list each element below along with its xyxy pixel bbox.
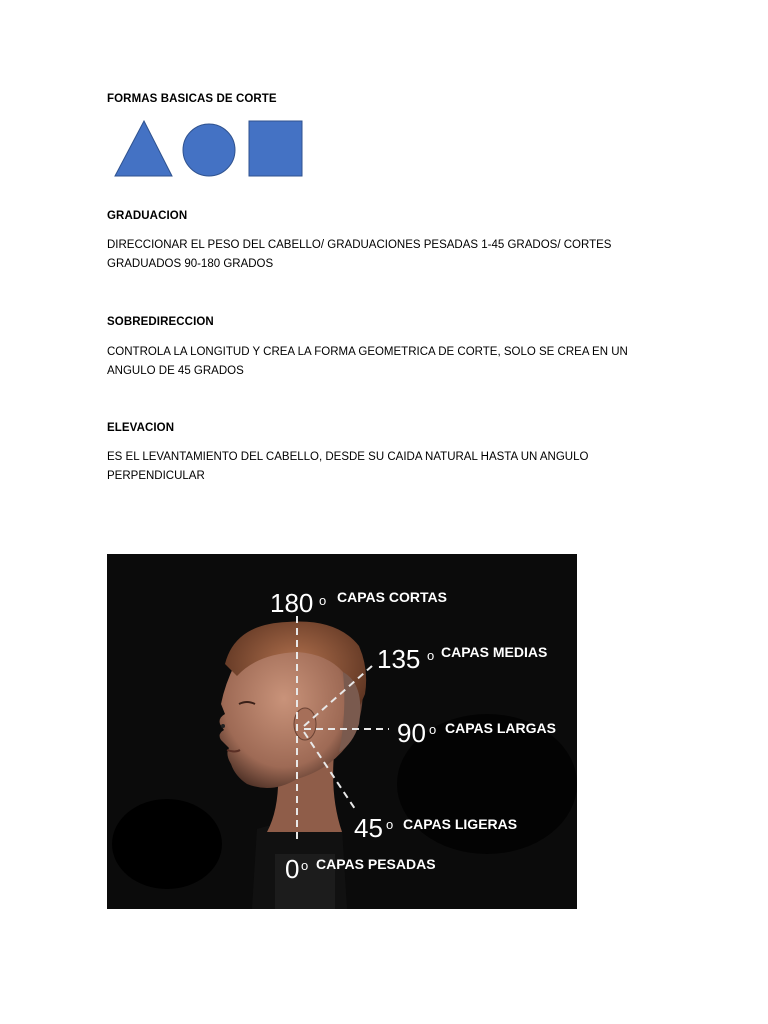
section-text-sobredireccion xyxy=(107,343,637,381)
text-line: PERPENDICULAR xyxy=(107,470,205,482)
text-line: GRADUADOS 90-180 GRADOS xyxy=(107,258,274,270)
degree-mark: o xyxy=(386,817,394,832)
angle-value: 45 xyxy=(354,813,383,843)
angle-value: 135 xyxy=(377,644,421,674)
elevation-diagram-image xyxy=(107,554,577,909)
page-title: FORMAS BASICAS DE CORTE xyxy=(107,93,277,105)
degree-mark: o xyxy=(429,722,437,737)
triangle-icon xyxy=(115,121,172,176)
degree-mark: o xyxy=(301,858,309,873)
section-text-elevacion xyxy=(107,448,637,486)
angle-label: CAPAS CORTAS xyxy=(337,589,447,605)
section-heading-sobredireccion: SOBREDIRECCION xyxy=(107,316,214,328)
angle-value: 0 xyxy=(285,854,300,884)
angle-value: 90 xyxy=(397,718,426,748)
text-line: CONTROLA LA LONGITUD Y CREA LA FORMA GEOMETRICA DE CORTE, SOLO SE CREA EN UN xyxy=(107,346,628,358)
angle-value: 180 xyxy=(270,588,314,618)
basic-shapes xyxy=(112,118,312,182)
angle-label: CAPAS PESADAS xyxy=(316,856,436,872)
degree-mark: o xyxy=(427,648,435,663)
angle-label: CAPAS LARGAS xyxy=(445,720,556,736)
text-line: ES EL LEVANTAMIENTO DEL CABELLO, DESDE SU CAIDA NATURAL HASTA UN ANGULO xyxy=(107,451,589,463)
text-line: ANGULO DE 45 GRADOS xyxy=(107,365,244,377)
section-text-graduacion xyxy=(107,236,637,274)
section-heading-graduacion: GRADUACION xyxy=(107,210,188,222)
angle-label: CAPAS MEDIAS xyxy=(441,644,548,660)
text-line: DIRECCIONAR EL PESO DEL CABELLO/ GRADUACIONES PESADAS 1-45 GRADOS/ CORTES xyxy=(107,239,612,251)
circle-icon xyxy=(183,124,235,176)
square-icon xyxy=(249,121,302,176)
angle-label: CAPAS LIGERAS xyxy=(403,816,518,832)
degree-mark: o xyxy=(319,593,327,608)
section-heading-elevacion: ELEVACION xyxy=(107,422,175,434)
